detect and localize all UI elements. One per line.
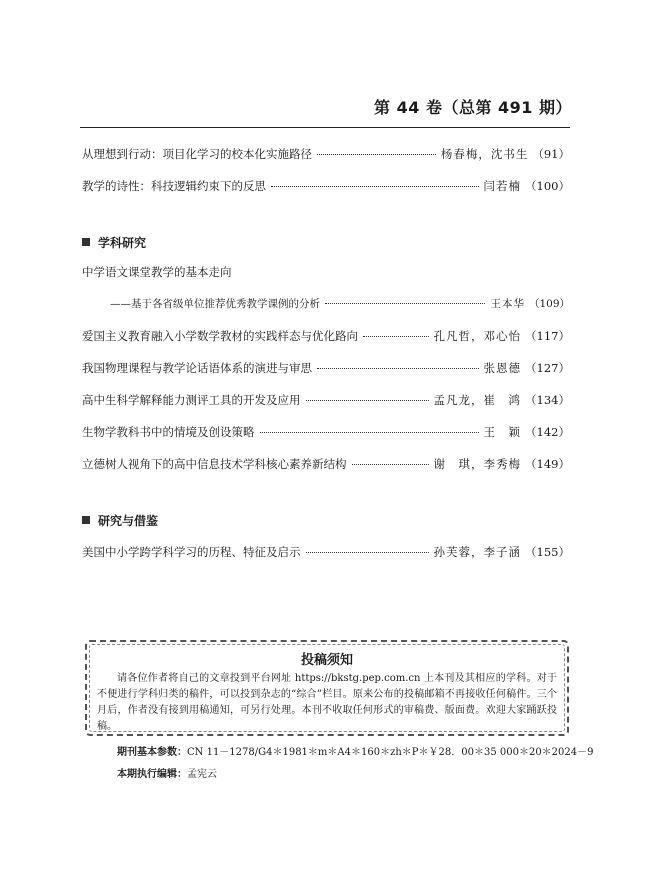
journal-params [117,746,594,760]
entry-author: 孙芙蓉，李子涵 [433,545,522,559]
dot-leader [317,368,479,369]
section-heading [82,510,158,530]
notice-title: 投稿须知 [300,653,353,668]
journal-params-label: 期刊基本参数： [117,747,187,758]
entry-page: （142） [525,425,570,439]
dot-leader [306,552,429,553]
toc-entry[interactable] [82,358,570,378]
dot-leader [317,154,436,155]
entry-title: 立德树人视角下的高中信息技术学科核心素养新结构 [82,457,347,471]
entry-author: 王 颖 [483,425,522,439]
dot-leader [325,303,485,304]
entry-author: 孔凡哲，邓心怡 [433,329,522,343]
toc-entry[interactable] [82,542,570,562]
entry-author: 王本华 [490,298,525,310]
dot-leader [271,186,479,187]
entry-page: （155） [525,545,570,559]
entry-page: （117） [525,329,570,343]
toc-entry[interactable] [82,422,570,442]
dot-leader [363,336,429,337]
entry-title: 教学的诗性：科技逻辑约束下的反思 [82,179,266,193]
issue-editor-value: 孟宪云 [187,769,217,780]
toc-entry[interactable] [82,262,232,282]
entry-title: 高中生科学解释能力测评工具的开发及应用 [82,393,301,407]
entry-author: 杨春梅，沈书生 [440,147,529,161]
volume-header: 第 44 卷（总第 491 期） [374,98,572,117]
journal-params-value: CN 11－1278/G4＊1981＊m＊A4＊160＊zh＊P＊￥28．00＊35 000＊20＊2024－9 [187,747,594,758]
entry-page: （91） [532,147,570,161]
toc-entry[interactable] [82,144,570,164]
entry-page: （134） [525,393,570,407]
entry-author: 张恩德 [483,361,522,375]
toc-entry[interactable] [110,294,570,314]
dot-leader [260,432,479,433]
entry-title: 美国中小学跨学科学习的历程、特征及启示 [82,545,301,559]
dot-leader [352,464,429,465]
entry-title: 爱国主义教育融入小学数学教材的实践样态与优化路向 [82,329,358,343]
toc-entry[interactable] [82,326,570,346]
toc-entry[interactable] [82,390,570,410]
issue-editor [117,768,217,782]
section-heading-label: 研究与借鉴 [98,513,159,528]
section-heading [82,232,146,252]
section-square-icon [82,516,90,524]
toc-entry[interactable] [82,454,570,474]
section-square-icon [82,238,90,246]
issue-editor-label: 本期执行编辑： [117,769,187,780]
entry-title: 从理想到行动：项目化学习的校本化实施路径 [82,147,312,161]
entry-title: 中学语文课堂教学的基本走向 [82,265,232,279]
entry-subtitle: ——基于各省级单位推荐优秀教学课例的分析 [110,298,320,310]
entry-author: 谢 琪，李秀梅 [433,457,522,471]
entry-title: 生物学教科书中的情境及创设策略 [82,425,255,439]
entry-title: 我国物理课程与教学论话语体系的演进与审思 [82,361,312,375]
entry-page: （127） [525,361,570,375]
dot-leader [306,400,429,401]
submission-notice-box [85,640,569,736]
section-heading-label: 学科研究 [98,235,147,250]
toc-entry[interactable] [82,176,570,196]
entry-author: 孟凡龙，崔 鸿 [433,393,522,407]
notice-text: 请各位作者将自己的文章投到平台网址 https://bkstg.pep.com.cn 上本刊及其相应的学科。对于不便进行学科归类的稿件，可以投到杂志的“综合”栏目。原来公布的投稿邮箱不再接收任何稿件。三个月后，作者没有接到用稿通知，可另行处理。本刊不收取任何形式的审稿费、版面费。欢迎大家踊跃投稿。 [97,673,557,732]
entry-page: （100） [525,179,570,193]
entry-page: （109） [528,298,570,310]
header-rule [80,127,570,128]
entry-page: （149） [525,457,570,471]
entry-author: 闫若楠 [483,179,522,193]
